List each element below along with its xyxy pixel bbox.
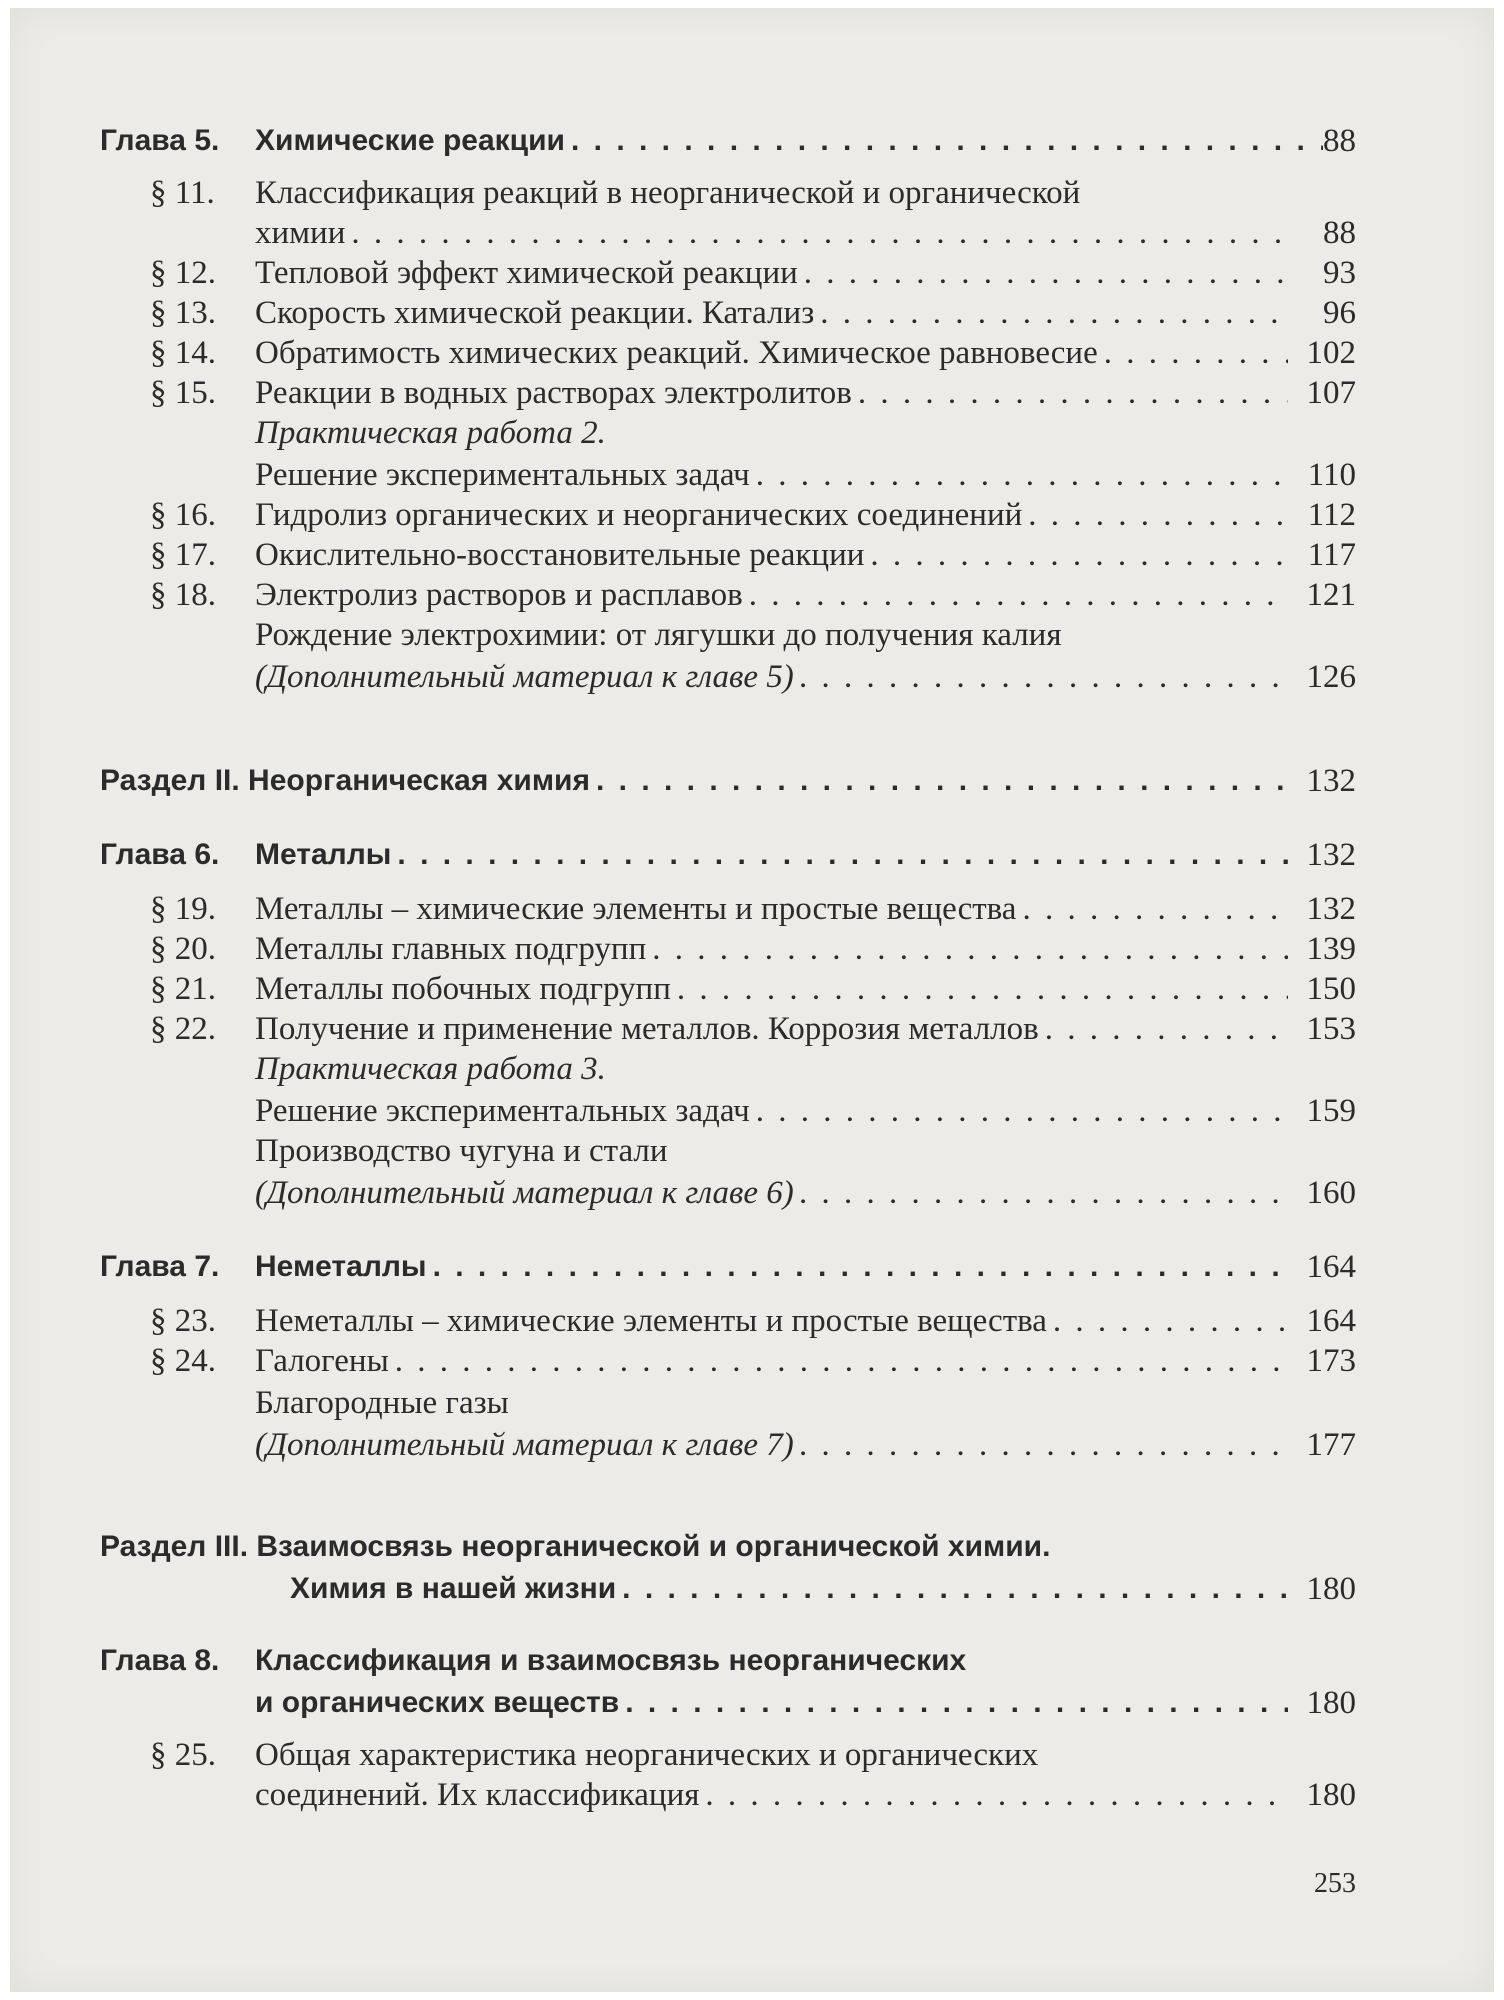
book-page: [10, 8, 1494, 1992]
additional-title: Благородные газы: [255, 1385, 509, 1421]
page-ref: 107: [1306, 375, 1356, 411]
toc-entry-s16[interactable]: [10, 494, 1494, 536]
toc-entry-s25-line1[interactable]: [10, 1734, 1494, 1776]
toc-entry-s22[interactable]: [10, 1008, 1494, 1050]
toc-entry-s21[interactable]: [10, 968, 1494, 1010]
chapter-title: Классификация и взаимосвязь неорганических: [255, 1644, 967, 1677]
toc-entry-practical3[interactable]: [10, 1090, 1494, 1132]
chapter-title: Неметаллы: [255, 1250, 427, 1283]
practical-heading: Практическая работа 3.: [255, 1051, 606, 1087]
section-number: § 11.: [150, 175, 215, 211]
section-title: Реакции в водных растворах электролитов: [255, 375, 852, 411]
toc-entry-chapter8-line1[interactable]: [10, 1640, 1494, 1682]
practical-title: Решение экспериментальных задач: [255, 1093, 750, 1129]
toc-entry-part3-line2[interactable]: [10, 1568, 1494, 1610]
page-ref: 132: [1306, 763, 1356, 799]
practical-heading: Практическая работа 2.: [255, 415, 606, 451]
section-title: Неметаллы – химические элементы и простые вещества: [255, 1303, 1047, 1339]
toc-entry-practical2-heading[interactable]: [10, 412, 1494, 454]
chapter-label: Глава 5.: [100, 124, 220, 157]
chapter-title: Металлы: [255, 838, 392, 871]
toc-entry-add6[interactable]: [10, 1172, 1494, 1214]
section-number: § 15.: [150, 375, 216, 411]
toc-entry-s11-line1[interactable]: [10, 172, 1494, 214]
section-number: § 19.: [150, 891, 216, 927]
page-ref: 173: [1306, 1343, 1356, 1379]
section-title: Металлы побочных подгрупп: [255, 971, 671, 1007]
page-ref: 164: [1306, 1249, 1356, 1285]
section-number: § 13.: [150, 295, 216, 331]
additional-title: Рождение электрохимии: от лягушки до получения калия: [255, 617, 1062, 653]
page-ref: 96: [1323, 295, 1356, 331]
page-ref: 121: [1306, 577, 1356, 613]
toc-entry-chapter5[interactable]: [10, 120, 1494, 162]
section-number: § 17.: [150, 537, 216, 573]
section-number: § 18.: [150, 577, 216, 613]
page-ref: 180: [1306, 1571, 1356, 1607]
chapter-label: Глава 7.: [100, 1250, 220, 1283]
section-title-cont: химии: [255, 215, 346, 251]
toc-entry-chapter6[interactable]: [10, 834, 1494, 876]
toc-entry-s15[interactable]: [10, 372, 1494, 414]
toc-entry-chapter7[interactable]: [10, 1246, 1494, 1288]
additional-note: (Дополнительный материал к главе 7): [255, 1427, 794, 1463]
section-title: Металлы – химические элементы и простые вещества: [255, 891, 1017, 927]
page-ref: 112: [1307, 497, 1356, 533]
page-ref: 102: [1306, 335, 1356, 371]
section-number: § 12.: [150, 255, 216, 291]
section-title: Гидролиз органических и неорганических соединений: [255, 497, 1023, 533]
section-title: Скорость химической реакции. Катализ: [255, 295, 815, 331]
table-of-contents: [10, 8, 1494, 1992]
page-ref: 110: [1307, 457, 1356, 493]
chapter-title: Химические реакции: [255, 124, 565, 157]
page-ref: 150: [1306, 971, 1356, 1007]
additional-note: (Дополнительный материал к главе 5): [255, 659, 794, 695]
section-title: Классификация реакций в неорганической и органической: [255, 175, 1081, 211]
chapter-label: Глава 8.: [100, 1644, 220, 1677]
toc-entry-add5[interactable]: [10, 656, 1494, 698]
page-ref: 132: [1306, 837, 1356, 873]
part-title: Раздел III. Взаимосвязь неорганической и органической химии.: [100, 1530, 1051, 1563]
section-title: Электролиз растворов и расплавов: [255, 577, 743, 613]
section-number: § 16.: [150, 497, 216, 533]
page-ref: 139: [1306, 931, 1356, 967]
page-ref: 132: [1306, 891, 1356, 927]
chapter-title-cont: и органических веществ: [255, 1686, 620, 1719]
page-ref: 117: [1307, 537, 1356, 573]
toc-entry-s17[interactable]: [10, 534, 1494, 576]
toc-entry-s20[interactable]: [10, 928, 1494, 970]
toc-entry-s11-line2[interactable]: [10, 212, 1494, 254]
toc-entry-practical2[interactable]: [10, 454, 1494, 496]
section-number: § 14.: [150, 335, 216, 371]
practical-title: Решение экспериментальных задач: [255, 457, 750, 493]
chapter-label: Глава 6.: [100, 838, 220, 871]
toc-entry-s25-line2[interactable]: [10, 1774, 1494, 1816]
section-title: Металлы главных подгрупп: [255, 931, 647, 967]
page-ref: 93: [1323, 255, 1356, 291]
toc-entry-part3-line1[interactable]: [10, 1526, 1494, 1568]
toc-entry-s24[interactable]: [10, 1340, 1494, 1382]
section-title: Тепловой эффект химической реакции: [255, 255, 798, 291]
toc-entry-chapter8-line2[interactable]: [10, 1682, 1494, 1724]
section-number: § 21.: [150, 971, 216, 1007]
section-title: Обратимость химических реакций. Химическое равновесие: [255, 335, 1098, 371]
section-number: § 25.: [150, 1737, 216, 1773]
section-number: § 23.: [150, 1303, 216, 1339]
page-ref: 126: [1306, 659, 1356, 695]
page-ref: 160: [1306, 1175, 1356, 1211]
toc-entry-s14[interactable]: [10, 332, 1494, 374]
section-title: Общая характеристика неорганических и органических: [255, 1737, 1039, 1773]
part-title-cont: Химия в нашей жизни: [290, 1572, 617, 1605]
page-ref: 159: [1306, 1093, 1356, 1129]
page-ref: 180: [1306, 1777, 1356, 1813]
additional-title: Производство чугуна и стали: [255, 1133, 668, 1169]
toc-entry-s18[interactable]: [10, 574, 1494, 616]
section-number: § 24.: [150, 1343, 216, 1379]
page-ref: 177: [1306, 1427, 1356, 1463]
section-number: § 22.: [150, 1011, 216, 1047]
toc-entry-add5-title[interactable]: [10, 614, 1494, 656]
toc-entry-s12[interactable]: [10, 252, 1494, 294]
section-number: § 20.: [150, 931, 216, 967]
toc-entry-part2[interactable]: [10, 760, 1494, 802]
part-title: Раздел II. Неорганическая химия: [100, 764, 590, 797]
section-title: Галогены: [255, 1343, 389, 1379]
toc-entry-s23[interactable]: [10, 1300, 1494, 1342]
page-ref: 88: [1323, 215, 1356, 251]
page-ref: 88: [1323, 123, 1356, 159]
additional-note: (Дополнительный материал к главе 6): [255, 1175, 794, 1211]
section-title: Получение и применение металлов. Коррозия металлов: [255, 1011, 1039, 1047]
toc-entry-s19[interactable]: [10, 888, 1494, 930]
toc-entry-practical3-heading[interactable]: [10, 1048, 1494, 1090]
section-title-cont: соединений. Их классификация: [255, 1777, 700, 1813]
toc-entry-add7[interactable]: [10, 1424, 1494, 1466]
page-ref: 153: [1306, 1011, 1356, 1047]
toc-entry-add6-title[interactable]: [10, 1130, 1494, 1172]
page-ref: 180: [1306, 1685, 1356, 1721]
section-title: Окислительно-восстановительные реакции: [255, 537, 865, 573]
toc-entry-s13[interactable]: [10, 292, 1494, 334]
page-ref: 164: [1306, 1303, 1356, 1339]
page-number: 253: [1314, 1868, 1356, 1899]
toc-entry-add7-title[interactable]: [10, 1382, 1494, 1424]
